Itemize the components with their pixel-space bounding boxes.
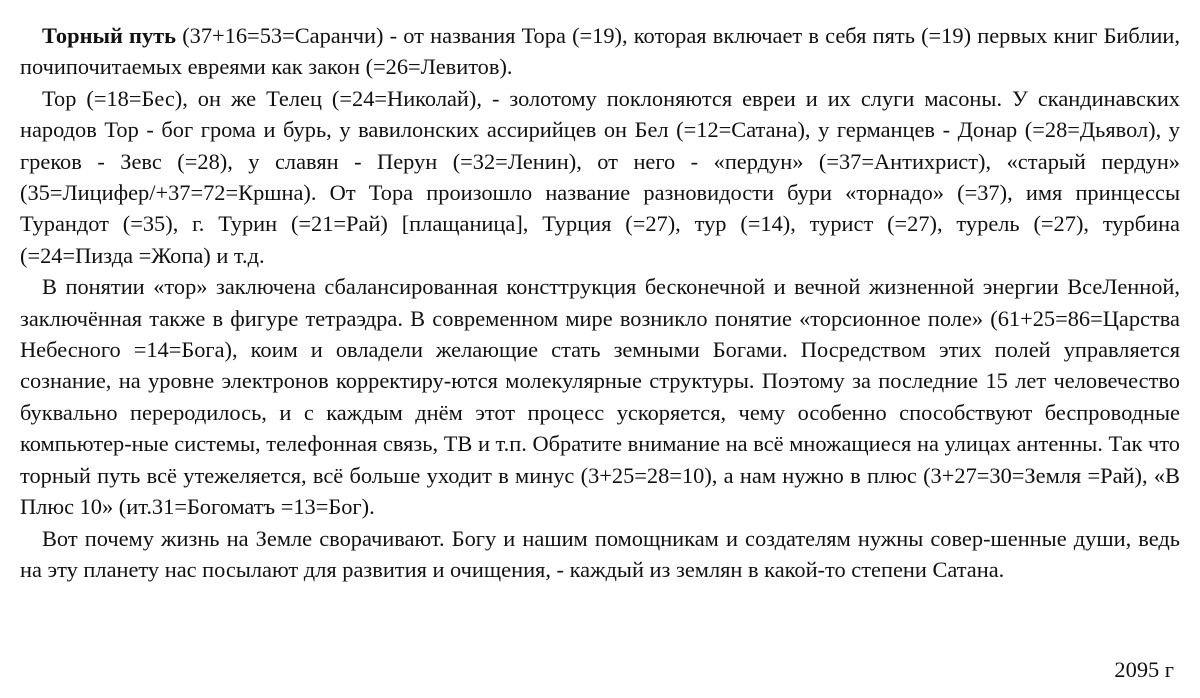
document-body — [20, 20, 1180, 585]
paragraph-1 — [20, 20, 1180, 83]
paragraph-text: Тор (=18=Бес), он же Телец (=24=Николай), - золотому поклоняются евреи и их слуги масоны. У скандинавских народов Тор - бог грома и бурь, у вавилонских ассирийцев он Бел (=12=Сатана), у германцев - Донар (=28=Дьявол), у греков - Зевс (=28), у славян - Перун (=32=Ленин), от него - «пердун» (=37=Антихрист), «старый пердун» (35=Лицифер/+37=72=Кршна). От Тора произошло название разновидости бури «торнадо» (=37), имя принцессы Турандот (=35), г. Турин (=21=Рай) [плащаница], Турция (=27), тур (=14), турист (=27), турель (=27), турбина (=24=Пизда =Жопа) и т.д. — [20, 85, 1180, 268]
paragraph-4 — [20, 523, 1180, 586]
paragraph-text: В понятии «тор» заключена сбалансированная консттрукция бесконечной и вечной жизненной энергии ВсеЛенной, заключённая также в фигуре тетраэдра. В современном мире возникло понятие «торсионное поле» (61+25=86=Царства Небесного =14=Бога), коим и овладели желающие стать земными Богами. Посредством этих полей управляется сознание, на уровне электронов корректиру-ются молекулярные структуры. Поэтому за последние 15 лет человечество буквально переродилось, и с каждым днём этот процесс ускоряется, чему особенно способствуют беспроводные компьютер-ные системы, телефонная связь, ТВ и т.п. Обратите внимание на всё множащиеся на улицах антенны. Так что торный путь всё утежеляется, всё больше уходит в минус (3+25=28=10), а нам нужно в плюс (3+27=30=Земля =Рай), «В Плюс 10» (ит.31=Богоматъ =13=Бог). — [20, 274, 1180, 520]
page-footer-year: 2095 г — [1114, 657, 1174, 682]
paragraph-text: (37+16=53=Саранчи) - от названия Тора (=19), которая включает в себя пять (=19) первых книг Библии, почипочитаемых евреями как закон (=26=Левитов). — [20, 23, 1180, 80]
paragraph-3 — [20, 271, 1180, 522]
paragraph-lead-term: Торный путь — [42, 23, 176, 48]
paragraph-2 — [20, 83, 1180, 271]
paragraph-text: Вот почему жизнь на Земле сворачивают. Богу и нашим помощникам и создателям нужны совер-шенные души, ведь на эту планету нас посылают для развития и очищения, - каждый из землян в какой-то степени Сатана. — [20, 525, 1180, 582]
